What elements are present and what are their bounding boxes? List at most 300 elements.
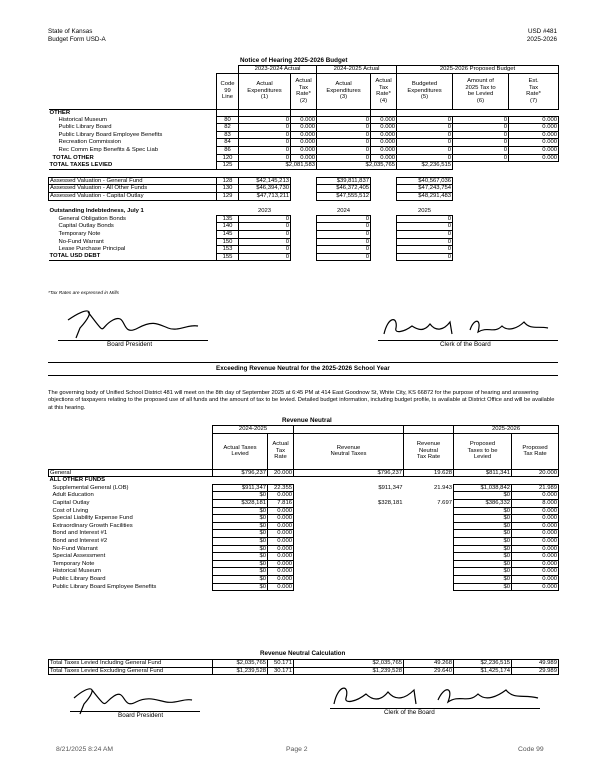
row-code: 135 [217,215,239,223]
cell: $911,347 [378,484,403,491]
total-debt-row [49,253,559,261]
cell: $46,394,730 [239,185,291,193]
cell [404,507,454,515]
cell: 0.000 [512,522,559,530]
cell: 0.000 [371,124,397,132]
cell: 0.000 [291,124,317,132]
cell: 30.171 [268,667,294,675]
col3-header: Actual Expenditures (3) [317,73,371,109]
cell: 7.816 [268,499,294,507]
cell [404,545,454,553]
rn-calc-title: Revenue Neutral Calculation [260,650,346,657]
cell: $0 [213,545,268,553]
cell [404,553,454,561]
cell: 50.171 [268,660,294,668]
cell [404,537,454,545]
cell: 49.989 [512,660,559,668]
cell: 0.000 [509,147,559,155]
cell: 0 [397,124,453,132]
cell [404,583,454,591]
table-row [49,499,559,507]
cell: $328,181 [377,499,403,506]
cell: $0 [213,583,268,591]
row-code: 155 [217,253,239,261]
cell: 0.000 [512,575,559,583]
col2-header: Actual Tax Rate* (2) [291,73,317,109]
total-taxes-levied-row [49,162,559,170]
cell: 0.000 [268,575,294,583]
cell: $2,081,583 [239,162,317,170]
cell: 0 [239,215,291,223]
row-label: Public Library Board Employee Benefits [58,131,163,138]
cell: 49.268 [404,660,454,668]
cell: 8.000 [512,499,559,507]
rn-year-2025-2026: 2025-2026 [454,426,559,434]
table-row [49,193,559,201]
cell: $0 [213,522,268,530]
rn-h-actual-rate: Actual Tax Rate [268,433,294,469]
cell: $40,567,036 [397,177,453,185]
cell: 0 [239,246,291,254]
cell: $796,237 [213,469,268,477]
cell: $0 [213,492,268,500]
table-row [49,147,559,155]
cell: 0.000 [291,139,317,147]
cell: $46,372,405 [317,185,371,193]
cell: $0 [454,537,512,545]
notice-table [48,65,559,261]
row-label: Total Taxes Levied Including General Fund [49,660,213,668]
row-label: TOTAL USD DEBT [49,253,217,261]
cell: $0 [213,530,268,538]
cell: 0 [397,238,453,246]
cell: 0 [397,147,453,155]
cell: 0 [317,230,371,238]
year-label: 2025-2026 [526,36,557,43]
debt-year-2023: 2023 [257,208,272,215]
cell: 0.000 [268,522,294,530]
row-label: Assessed Valuation - All Other Funds [49,185,217,193]
tax-rate-footnote: *Tax Rates are expressed in Mills [48,291,120,296]
cell: $0 [454,583,512,591]
row-code: 84 [217,139,239,147]
cell: 0 [317,253,371,261]
group-2025-2026: 2025-2026 Proposed Budget [397,66,559,74]
cell: 0.000 [512,553,559,561]
cell: $0 [213,553,268,561]
row-code: 125 [217,162,239,170]
row-label: General [49,469,213,477]
row-code: 80 [217,116,239,124]
cell: 0.000 [509,124,559,132]
debt-year-2024: 2024 [336,208,351,215]
group-2023-2024: 2023-2024 Actual [239,66,317,74]
row-code: 145 [217,230,239,238]
cell: 0.000 [268,560,294,568]
table-row [49,185,559,193]
cell [404,568,454,576]
cell [294,530,404,538]
cell: 0.000 [509,116,559,124]
cell: 0 [239,253,291,261]
form-label: Budget Form USD-A [48,36,106,43]
cell: 0 [453,116,509,124]
cell [294,522,404,530]
col4-header: Actual Tax Rate* (4) [371,73,397,109]
board-president-signature-1 [58,298,208,344]
cell: $386,332 [454,499,512,507]
rn-year-2024-2025: 2024-2025 [213,426,294,434]
revenue-neutral-title: Exceeding Revenue Neutral for the 2025-2026 School Year [216,365,390,372]
table-row [49,124,559,132]
cell [294,583,404,591]
debt-year-2025: 2025 [417,208,432,215]
cell: 0 [453,139,509,147]
cell: 0 [317,223,371,231]
cell: 0.000 [268,530,294,538]
row-code: 140 [217,223,239,231]
cell: 0.000 [512,507,559,515]
row-code: 86 [217,147,239,155]
cell: 0.000 [291,147,317,155]
cell: 22.355 [268,484,294,492]
cell: 0 [317,124,371,132]
cell: 0.000 [512,492,559,500]
group-2024-2025: 2024-2025 Actual [317,66,397,74]
cell: 0 [453,131,509,139]
cell: $2,236,515 [454,660,512,668]
table-row [49,154,559,162]
table-row [49,522,559,530]
cell: $0 [213,560,268,568]
cell: 0.000 [371,139,397,147]
cell: 21.943 [433,484,453,491]
cell: 0 [453,147,509,155]
cell: 0 [397,154,453,162]
cell: 0 [317,215,371,223]
cell: 0 [239,147,291,155]
cell: 29.640 [404,667,454,675]
row-code: 129 [217,193,239,201]
table-row [49,530,559,538]
row-code: 120 [217,154,239,162]
table-row [49,177,559,185]
row-label: Historical Museum [52,568,101,575]
col-code-header: Code 99 Line [217,73,239,109]
cell: $0 [213,575,268,583]
row-label: Adult Education [52,492,94,499]
cell: $328,181 [213,499,268,507]
table-row [49,223,559,231]
cell: 21.989 [512,484,559,492]
board-president-label-1: Board President [107,341,153,348]
table-row [49,492,559,500]
row-label: Lease Purchase Principal [58,246,126,253]
cell: 0 [397,215,453,223]
row-code: 153 [217,246,239,254]
table-row [49,553,559,561]
cell: 0 [317,131,371,139]
cell: 0.000 [268,492,294,500]
cell [294,568,404,576]
cell: $42,145,213 [239,177,291,185]
cell: $39,811,837 [317,177,371,185]
row-label: No-Fund Warrant [52,545,98,552]
cell: 0.000 [268,583,294,591]
cell: 19.628 [404,469,454,477]
table-row [49,116,559,124]
cell: 0.000 [512,560,559,568]
row-code: 82 [217,124,239,132]
usd-label: USD #481 [527,28,557,35]
cell: $0 [454,507,512,515]
cell: 0.000 [371,116,397,124]
cell: 0 [453,154,509,162]
cell: 0 [239,223,291,231]
table-row [49,131,559,139]
cell: $1,239,528 [213,667,268,675]
cell: 0.000 [371,154,397,162]
table-row [49,667,559,675]
col5-header: Budgeted Expenditures (5) [397,73,453,109]
row-label: No-Fund Warrant [58,238,104,245]
board-president-label-2: Board President [118,712,164,719]
cell [404,575,454,583]
row-label: Special Liability Expense Fund [52,515,133,522]
cell: 0 [317,139,371,147]
cell [294,515,404,523]
clerk-label-1: Clerk of the Board [440,341,491,348]
cell: $0 [213,537,268,545]
cell: $1,425,174 [454,667,512,675]
cell: 0.000 [512,537,559,545]
cell: $47,555,512 [317,193,371,201]
row-label: Public Library Board Employee Benefits [52,583,157,590]
table-row [49,660,559,668]
cell: $0 [213,515,268,523]
cell: 0 [397,230,453,238]
row-code: 130 [217,185,239,193]
cell: $911,347 [213,484,268,492]
row-label: Recreation Commission [58,139,122,146]
cell: 0 [317,154,371,162]
row-label: TOTAL TAXES LEVIED [49,162,217,170]
revenue-neutral-table [48,425,559,591]
col1-header: Actual Expenditures (1) [239,73,291,109]
cell: $0 [454,560,512,568]
cell [294,560,404,568]
cell: 0.000 [291,154,317,162]
cell [404,515,454,523]
table-row [49,507,559,515]
cell: 0.000 [371,131,397,139]
cell: 20.000 [268,469,294,477]
col6-header: Amount of 2025 Tax to be Levied (6) [453,73,509,109]
cell: 0.000 [512,515,559,523]
row-label: Temporary Note [52,560,95,567]
table-row [49,560,559,568]
cell [294,553,404,561]
table-row [49,545,559,553]
cell [294,537,404,545]
clerk-signature-1 [378,312,558,342]
cell: 0 [239,230,291,238]
row-code: 128 [217,177,239,185]
rn-h-rn-taxes: Revenue Neutral Taxes [294,433,404,469]
cell: $796,237 [294,469,404,477]
cell: $0 [454,522,512,530]
rn-general-row [49,469,559,477]
cell: 0 [239,238,291,246]
cell [404,560,454,568]
row-label: Assessed Valuation - Capital Outlay [49,193,217,201]
notice-title: Notice of Hearing 2025-2026 Budget [240,57,348,64]
rn-h-proposed-taxes: Proposed Taxes to be Levied [454,433,512,469]
cell: 0.000 [512,545,559,553]
all-other-funds-label: ALL OTHER FUNDS [49,477,106,484]
cell: 0.000 [509,139,559,147]
row-code: 150 [217,238,239,246]
row-label: Total Taxes Levied Excluding General Fund [49,667,213,675]
cell: $0 [454,492,512,500]
row-label: Cost of Living [52,507,89,514]
cell [294,545,404,553]
other-section-label: OTHER [49,109,71,116]
cell: 0 [317,116,371,124]
cell: 0.000 [509,131,559,139]
print-datetime: 8/21/2025 8:24 AM [56,746,114,753]
row-label: Public Library Board [58,124,112,131]
cell [404,492,454,500]
cell: 0 [317,238,371,246]
row-label: Extraordinary Growth Facilities [52,522,133,529]
row-code: 83 [217,131,239,139]
cell: 0 [397,139,453,147]
cell: 0.000 [268,515,294,523]
cell: 0 [239,139,291,147]
row-label: Rec Comm Emp Benefits & Spec Liab [58,147,159,154]
cell: $0 [454,553,512,561]
rn-h-actual-taxes: Actual Taxes Levied [213,433,268,469]
page-number: Page 2 [286,746,308,753]
row-label: Capital Outlay [52,499,90,506]
cell: 0.000 [268,545,294,553]
row-label: General Obligation Bonds [58,215,126,222]
cell: $48,291,483 [397,193,453,201]
hearing-paragraph: The governing body of Unified School District 481 will meet on the 8th day of September 2025 at 6:45 PM at 414 East Goodnow St, White City, KS 66872 for the purpose of hearing and answering objections of taxpayers relating to the proposed use of all funds and the amount of tax to be levied. Detailed budget information, including budget profile, is available at District Office and will be available at this hearing. [48,390,555,411]
cell: 0 [397,131,453,139]
cell: 0 [397,253,453,261]
cell: $811,341 [454,469,512,477]
row-label: Assessed Valuation - General Fund [49,177,217,185]
state-label: State of Kansas [48,28,93,35]
cell: 0 [239,116,291,124]
cell: 0 [453,124,509,132]
cell: 0 [397,246,453,254]
cell [404,522,454,530]
cell: 0.000 [512,530,559,538]
table-row [49,215,559,223]
table-row [49,575,559,583]
cell: 0.000 [291,131,317,139]
clerk-label-2: Clerk of the Board [384,709,435,716]
cell [404,530,454,538]
cell: $0 [454,575,512,583]
cell: 0.000 [509,154,559,162]
row-label: Public Library Board [52,575,106,582]
cell: 0 [239,154,291,162]
cell: 29.989 [512,667,559,675]
rn-h-proposed-rate: Proposed Tax Rate [512,433,559,469]
cell: 0.000 [512,583,559,591]
cell: 0 [239,124,291,132]
cell: $47,713,211 [239,193,291,201]
cell: 0.000 [291,116,317,124]
cell: $0 [454,530,512,538]
cell: 0.000 [268,507,294,515]
cell: $2,035,765 [213,660,268,668]
rn-calc-table [48,659,559,675]
cell: 0.000 [268,568,294,576]
row-label: Historical Museum [58,116,107,123]
table-row [49,537,559,545]
cell: $2,035,765 [317,162,397,170]
cell: $0 [454,545,512,553]
cell: 0 [397,223,453,231]
table-row [49,238,559,246]
table-row [49,568,559,576]
cell: 0 [317,246,371,254]
table-row [49,484,559,492]
cell: $47,243,754 [397,185,453,193]
table-row [49,230,559,238]
rn-h-rn-rate: Revenue Neutral Tax Rate [404,433,454,469]
row-label: Special Assessment [52,553,106,560]
cell: $0 [454,515,512,523]
cell: $0 [213,568,268,576]
row-label: Temporary Note [58,230,101,237]
row-label: Bond and Interest #1 [52,530,108,537]
cell [294,492,404,500]
cell [294,575,404,583]
cell: $1,038,842 [454,484,512,492]
cell: $0 [213,507,268,515]
cell: 0 [317,147,371,155]
debt-section-label: Outstanding Indebtedness, July 1 [49,208,144,215]
row-label: Capital Outlay Bonds [58,223,114,230]
revenue-neutral-table-title: Revenue Neutral [282,417,332,424]
row-label: Bond and Interest #2 [52,537,108,544]
cell: 0.000 [512,568,559,576]
table-row [49,583,559,591]
code-label: Code 99 [518,746,544,753]
cell [294,507,404,515]
cell: 0 [397,116,453,124]
cell: 20.000 [512,469,559,477]
cell: 0.000 [268,553,294,561]
row-label: TOTAL OTHER [52,154,94,161]
cell: $0 [454,568,512,576]
col7-header: Est. Tax Rate* (7) [509,73,559,109]
cell: $2,035,765 [294,660,404,668]
table-row [49,139,559,147]
cell: 0.000 [371,147,397,155]
table-row [49,515,559,523]
table-row [49,246,559,254]
cell: 0.000 [268,537,294,545]
cell: 0 [239,131,291,139]
cell: 7.697 [437,499,453,506]
